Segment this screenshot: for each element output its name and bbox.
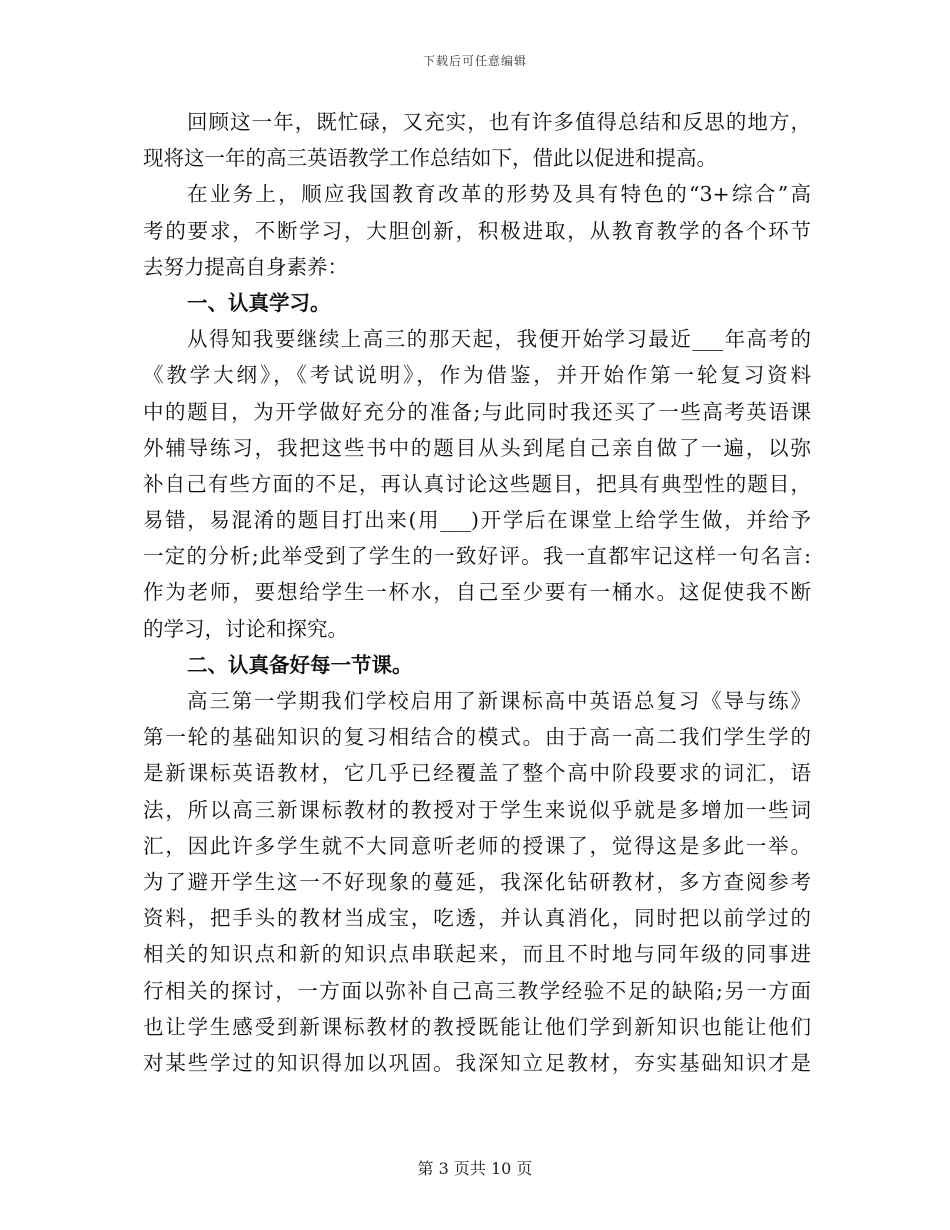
- text-line: 回顾这一年，既忙碌，又充实，也有许多值得总结和反思的地方，: [187, 110, 811, 134]
- text-line: 去努力提高自身素养：: [143, 254, 348, 279]
- text-line: 为了避开学生这一不好现象的蔓延，我深化钻研教材，多方查阅参考: [143, 869, 811, 894]
- page-header: 下载后可任意编辑: [422, 54, 527, 68]
- text-line: 行相关的探讨，一方面以弥补自己高三教学经验不足的缺陷;另一方面: [143, 978, 811, 1003]
- text-line: 法，所以高三新课标教材的教授对于学生来说似乎就是多增加一些词: [143, 797, 811, 822]
- text-line: 对某些学过的知识得加以巩固。我深知立足教材，夯实基础知识才是: [143, 1050, 811, 1075]
- text-line: 易错，易混淆的题目打出来(用___)开学后在课堂上给学生做，并给予: [143, 508, 811, 533]
- text-line: 《教学大纲》，《考试说明》，作为借鉴，并开始作第一轮复习资料: [143, 363, 811, 388]
- text-line: 资料，把手头的教材当成宝，吃透，并认真消化，同时把以前学过的: [143, 906, 811, 931]
- text-line: 一定的分析;此举受到了学生的一致好评。我一直都牢记这样一句名言:: [143, 544, 811, 569]
- document-body: [143, 104, 811, 1081]
- text-line: 也让学生感受到新课标教材的教授既能让他们学到新知识也能让他们: [143, 1014, 811, 1039]
- text-line: 现将这一年的高三英语教学工作总结如下，借此以促进和提高。: [143, 146, 717, 171]
- section-heading: 二、认真备好每一节课。: [187, 652, 413, 677]
- text-line: 外辅导练习，我把这些书中的题目从头到尾自己亲自做了一遍，以弥: [143, 435, 811, 460]
- text-line: 作为老师，要想给学生一杯水，自己至少要有一桶水。这促使我不断: [143, 580, 811, 605]
- text-line: 从得知我要继续上高三的那天起，我便开始学习最近___年高考的: [187, 327, 811, 352]
- text-line: 在业务上，顺应我国教育改革的形势及具有特色的“3+综合”高: [187, 182, 811, 207]
- text-line: 中的题目，为开学做好充分的准备;与此同时我还买了一些高考英语课: [143, 399, 811, 424]
- text-line: 汇，因此许多学生就不大同意听老师的授课了，觉得这是多此一举。: [143, 833, 811, 858]
- text-line: 第一轮的基础知识的复习相结合的模式。由于高一高二我们学生学的: [143, 725, 811, 750]
- text-line: 是新课标英语教材，它几乎已经覆盖了整个高中阶段要求的词汇，语: [143, 761, 811, 786]
- text-line: 考的要求，不断学习，大胆创新，积极进取，从教育教学的各个环节: [143, 218, 811, 243]
- text-line: 相关的知识点和新的知识点串联起来，而且不时地与同年级的同事进: [143, 942, 811, 967]
- section-heading: 一、认真学习。: [187, 290, 331, 315]
- text-line: 补自己有些方面的不足，再认真讨论这些题目，把具有典型性的题目，: [143, 471, 811, 496]
- text-line: 高三第一学期我们学校启用了新课标高中英语总复习《导与练》: [187, 689, 811, 713]
- text-line: 的学习，讨论和探究。: [143, 616, 348, 641]
- page-footer: 第 3 页共 10 页: [417, 1159, 533, 1178]
